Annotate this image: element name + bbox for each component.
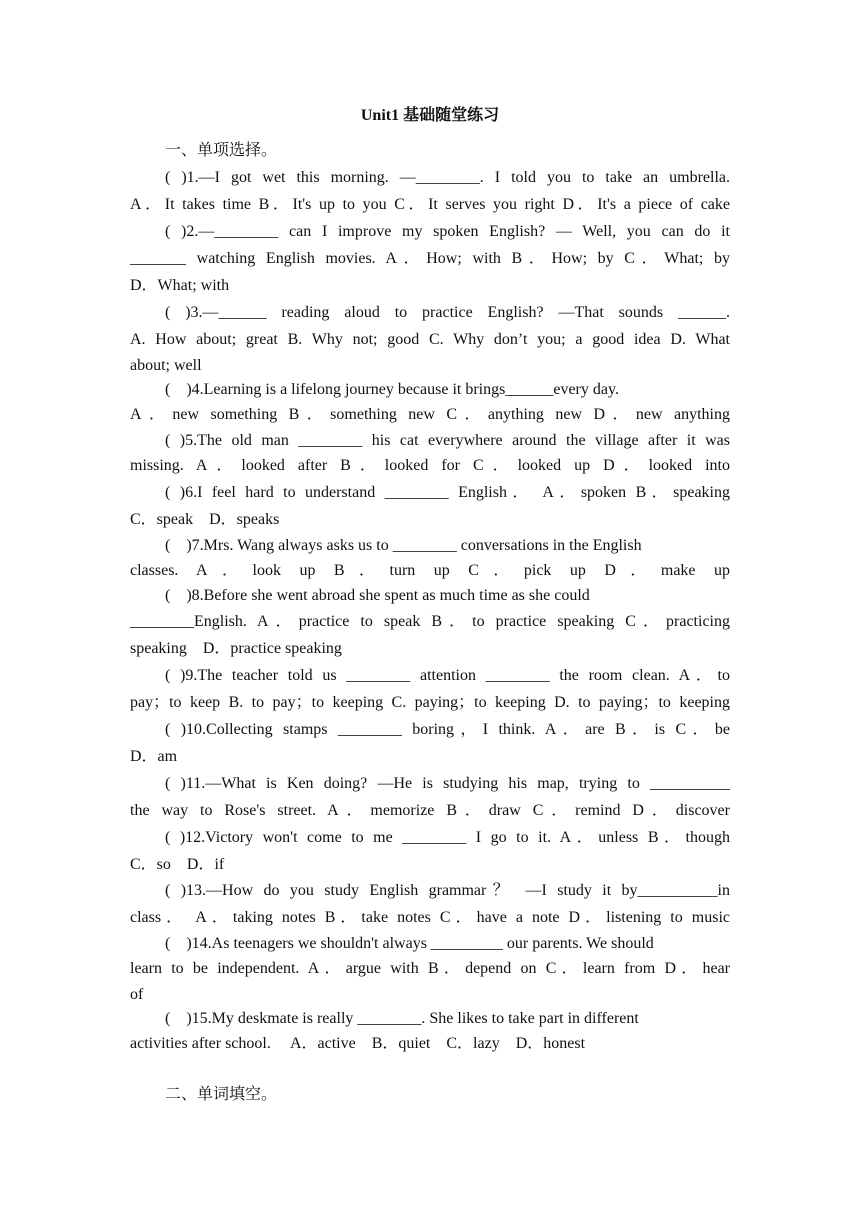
options-line: class． A．taking notes B．take notes C．have a note D．listening to music [130, 909, 730, 926]
question-line: ( )13.—How do you study English grammar？ —I study it by__________in [165, 882, 730, 899]
options-line: activities after school. A．active B．quiet C．lazy D．honest [130, 1035, 586, 1052]
section-heading-fill: 二、单词填空。 [165, 1086, 278, 1103]
options-line: speaking D．practice speaking [130, 640, 342, 657]
options-line: pay；to keep B. to pay；to keeping C. paying；to keeping D. to paying；to keeping [130, 694, 730, 711]
question-line: ( )8.Before she went abroad she spent as much time as she could [165, 587, 590, 604]
options-line: A．It takes time B．It's up to you C．It serves you right D．It's a piece of cake [130, 196, 730, 213]
question-line: ( )4.Learning is a lifelong journey because it brings______every day. [165, 381, 619, 398]
options-line: A．new something B．something new C．anything new D．new anything [130, 406, 730, 423]
question-line: ( )1.—I got wet this morning. —________. I told you to take an umbrella. [165, 169, 730, 186]
options-line: missing. A．looked after B．looked for C．looked up D．looked into [130, 457, 730, 474]
options-line: the way to Rose's street. A．memorize B．draw C．remind D．discover [130, 802, 730, 819]
options-line: C．so D．if [130, 856, 225, 873]
question-line: ( )6.I feel hard to understand ________ English． A．spoken B．speaking [165, 484, 730, 501]
options-line: ________English. A．practice to speak B．to practice speaking C．practicing [130, 613, 730, 630]
question-line: ( )15.My deskmate is really ________. She likes to take part in different [165, 1010, 639, 1027]
question-line: ( )9.The teacher told us ________ attention ________ the room clean. A．to [165, 667, 730, 684]
question-line: ( )5.The old man ________ his cat everywhere around the village after it was [165, 432, 730, 449]
section-heading-choice: 一、单项选择。 [165, 142, 278, 159]
options-line: about; well [130, 357, 202, 374]
options-line: A. How about; great B. Why not; good C. Why don’t you; a good idea D. What [130, 331, 730, 348]
options-line: of [130, 986, 144, 1003]
options-line: D．What; with [130, 277, 230, 294]
question-line: ( )14.As teenagers we shouldn't always _________ our parents. We should [165, 935, 654, 952]
question-line: ( )2.—________ can I improve my spoken English? — Well, you can do it [165, 223, 730, 240]
options-line: classes. A．look up B．turn up C．pick up D．make up [130, 562, 730, 579]
question-line: _______ watching English movies. A．How; with B．How; by C．What; by [130, 250, 730, 267]
options-line: learn to be independent. A．argue with B．depend on C．learn from D．hear [130, 960, 730, 977]
question-line: ( )11.—What is Ken doing? —He is studying his map, trying to __________ [165, 775, 730, 792]
options-line: C．speak D．speaks [130, 511, 280, 528]
question-line: ( )10.Collecting stamps ________ boring，I think. A．are B．is C．be [165, 721, 730, 738]
question-line: ( )3.—______ reading aloud to practice English? —That sounds ______. [165, 304, 730, 321]
question-line: ( )12.Victory won't come to me ________ I go to it. A．unless B．though [165, 829, 730, 846]
question-line: ( )7.Mrs. Wang always asks us to ________ conversations in the English [165, 537, 642, 554]
options-line: D．am [130, 748, 178, 765]
document-title: Unit1 基础随堂练习 [360, 107, 500, 124]
